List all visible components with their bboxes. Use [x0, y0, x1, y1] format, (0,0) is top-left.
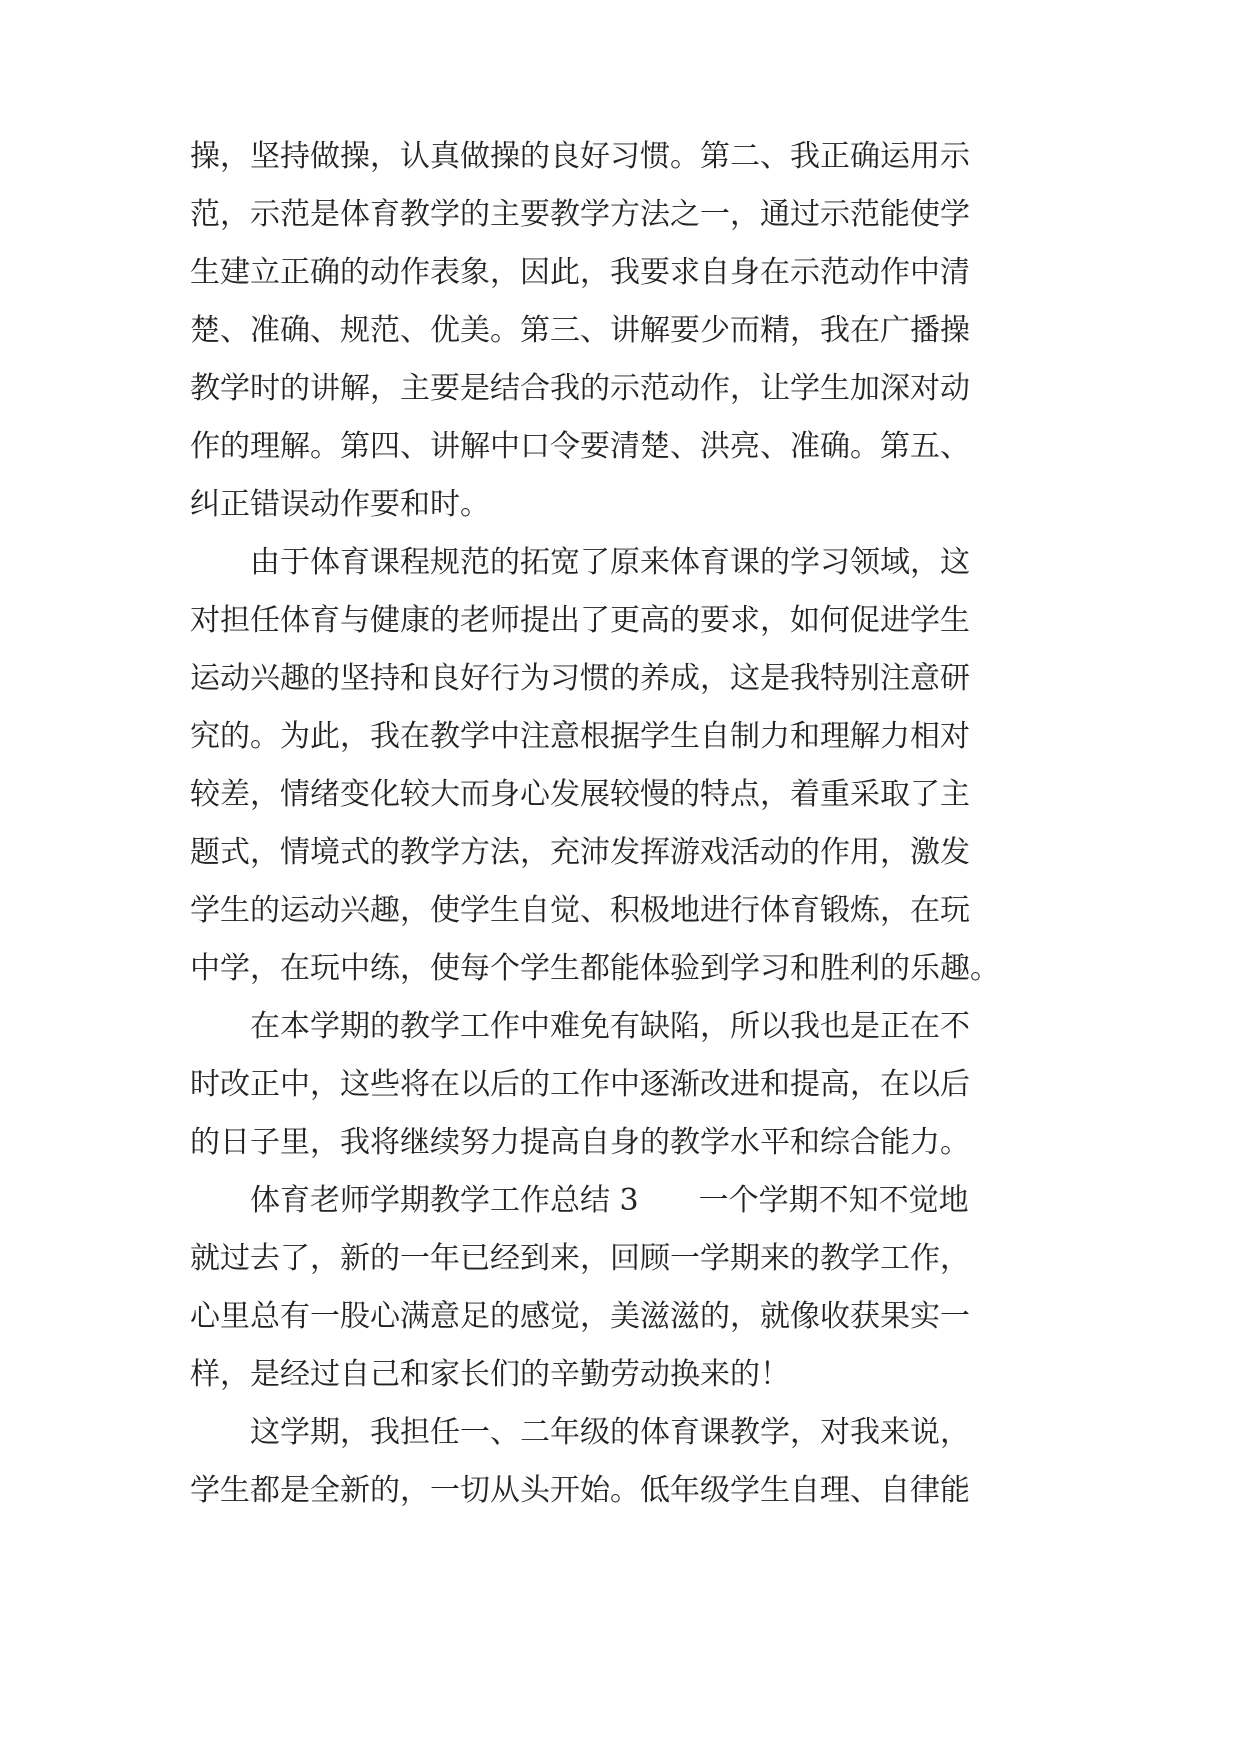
text-line: 操，坚持做操，认真做操的良好习惯。第二、我正确运用示	[190, 139, 970, 174]
text-line: 学生都是全新的，一切从头开始。低年级学生自理、自律能	[190, 1473, 970, 1508]
text-line: 中学，在玩中练，使每个学生都能体验到学习和胜利的乐趣。	[190, 951, 1000, 986]
text-line: 对担任体育与健康的老师提出了更高的要求，如何促进学生	[190, 603, 970, 638]
text-line: 的日子里，我将继续努力提高自身的教学水平和综合能力。	[190, 1125, 970, 1160]
text-line: 运动兴趣的坚持和良好行为习惯的养成，这是我特别注意研	[190, 661, 970, 696]
text-line: 时改正中，这些将在以后的工作中逐渐改进和提高，在以后	[190, 1067, 970, 1102]
text-line: 这学期，我担任一、二年级的体育课教学，对我来说，	[190, 1415, 970, 1450]
text-line: 生建立正确的动作表象，因此，我要求自身在示范动作中清	[190, 255, 970, 290]
text-line: 就过去了，新的一年已经到来，回顾一学期来的教学工作，	[190, 1241, 970, 1276]
text-line: 纠正错误动作要和时。	[190, 487, 490, 522]
document-body	[190, 128, 1050, 1520]
text-line: 作的理解。第四、讲解中口令要清楚、洪亮、准确。第五、	[190, 429, 970, 464]
text-line: 教学时的讲解，主要是结合我的示范动作，让学生加深对动	[190, 371, 970, 406]
text-line: 样，是经过自己和家长们的辛勤劳动换来的！	[190, 1357, 790, 1392]
text-line: 较差，情绪变化较大而身心发展较慢的特点，着重采取了主	[190, 777, 970, 812]
text-line: 由于体育课程规范的拓宽了原来体育课的学习领域，这	[190, 545, 970, 580]
text-line: 学生的运动兴趣，使学生自觉、积极地进行体育锻炼，在玩	[190, 893, 970, 928]
text-line: 题式，情境式的教学方法，充沛发挥游戏活动的作用，激发	[190, 835, 970, 870]
text-line: 体育老师学期教学工作总结 3 一个学期不知不觉地	[190, 1183, 969, 1218]
text-line: 心里总有一股心满意足的感觉，美滋滋的，就像收获果实一	[190, 1299, 970, 1334]
text-line: 究的。为此，我在教学中注意根据学生自制力和理解力相对	[190, 719, 970, 754]
text-line: 范，示范是体育教学的主要教学方法之一，通过示范能使学	[190, 197, 970, 232]
text-line: 在本学期的教学工作中难免有缺陷，所以我也是正在不	[190, 1009, 970, 1044]
text-line: 楚、准确、规范、优美。第三、讲解要少而精，我在广播操	[190, 313, 970, 348]
